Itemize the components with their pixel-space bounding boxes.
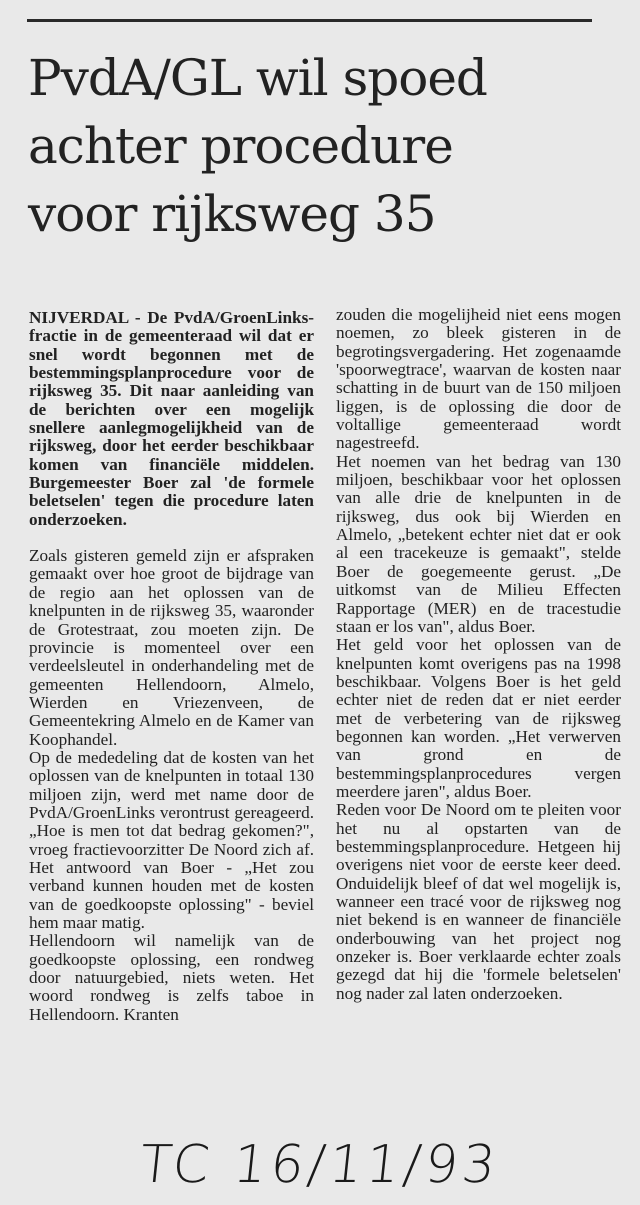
handwritten-source-date: TC 16/11/93	[136, 1135, 503, 1195]
article-paragraph: Reden voor De Noord om te pleiten voor het nu al opstarten van de bestemmingsplanprocedure. Hetgeen hij overigens niet voor de eerste keer deed. Onduidelijk bleef of dat wel mogelijk is, wanneer een tracé voor de rijksweg nog niet bekend is en wanneer de financiële onderbouwing van het project nog onzeker is. Boer verklaarde echter zoals gezegd dat hij die 'formele beletselen' nog nader zal laten onderzoeken.	[336, 800, 621, 1003]
article-paragraph: Op de mededeling dat de kosten van het oplossen van de knelpunten in totaal 130 miljoen zijn, werd met name door de PvdA/GroenLinks verontrust gereageerd. „Hoe is men tot dat bedrag gekomen?", vroeg fractievoorzitter De Noord zich af. Het antwoord van Boer - „Het zou verband kunnen houden met de kosten van de goedkoopste oplossing" - beviel hem maar matig.	[29, 747, 314, 932]
article-column-left	[29, 309, 314, 1024]
headline-line: PvdA/GL wil spoed	[28, 49, 487, 107]
article-lead: NIJVERDAL - De PvdA/GroenLinks-fractie in de gemeenteraad wil dat er snel wordt begonnen met de bestemmingsplanprocedure voor de rijksweg 35. Dit naar aanleiding van de berichten over een mogelijk snellere aanlegmogelijkheid van de rijksweg, door het eerder beschikbaar komen van financiële middelen. Burgemeester Boer zal 'de formele beletselen' tegen die procedure laten onderzoeken.	[29, 308, 314, 529]
article-paragraph: Het noemen van het bedrag van 130 miljoen, beschikbaar voor het oplossen van alle drie de knelpunten in de rijksweg, dus ook bij Wierden en Almelo, „betekent echter niet dat er ook al een tracekeuze is gemaakt", stelde Boer de goegemeente gerust. „De uitkomst van de Milieu Effecten Rapportage (MER) en de tracestudie staan er los van", aldus Boer.	[336, 451, 621, 636]
article-paragraph: Zoals gisteren gemeld zijn er afspraken gemaakt over hoe groot de bijdrage van de regio aan het oplossen van de knelpunten in de rijksweg 35, waaronder de Grotestraat, zou moeten zijn. De provincie is momenteel over een verdeelsleutel in onderhandeling met de gemeenten Hellendoorn, Almelo, Wierden en Vriezenveen, de Gemeentekring Almelo en de Kamer van Koophandel.	[29, 546, 314, 749]
article-column-right	[336, 306, 621, 1003]
article-paragraph: zouden die mogelijheid niet eens mogen noemen, zo bleek gisteren in de begrotingsvergadering. Het zogenaamde 'spoorwegtrace', waarvan de kosten naar schatting in de buurt van de 150 miljoen liggen, is de oplossing die door de voltallige gemeenteraad wordt nagestreefd.	[336, 305, 621, 453]
article-paragraph: Het geld voor het oplossen van de knelpunten komt overigens pas na 1998 beschikbaar. Volgens Boer is het geld echter niet de reden dat er niet eerder met de verbetering van de rijksweg begonnen kan worden. „Het verwerven van grond en de bestemmingsplanprocedures vergen meerdere jaren", aldus Boer.	[336, 635, 621, 801]
top-rule	[27, 19, 592, 22]
headline-line: achter procedure	[28, 117, 453, 175]
article-paragraph: Hellendoorn wil namelijk van de goedkoopste oplossing, een rondweg door natuurgebied, niets weten. Het woord rondweg is zelfs taboe in Hellendoorn. Kranten	[29, 931, 314, 1024]
headline	[28, 44, 618, 248]
headline-line: voor rijksweg 35	[28, 185, 436, 243]
